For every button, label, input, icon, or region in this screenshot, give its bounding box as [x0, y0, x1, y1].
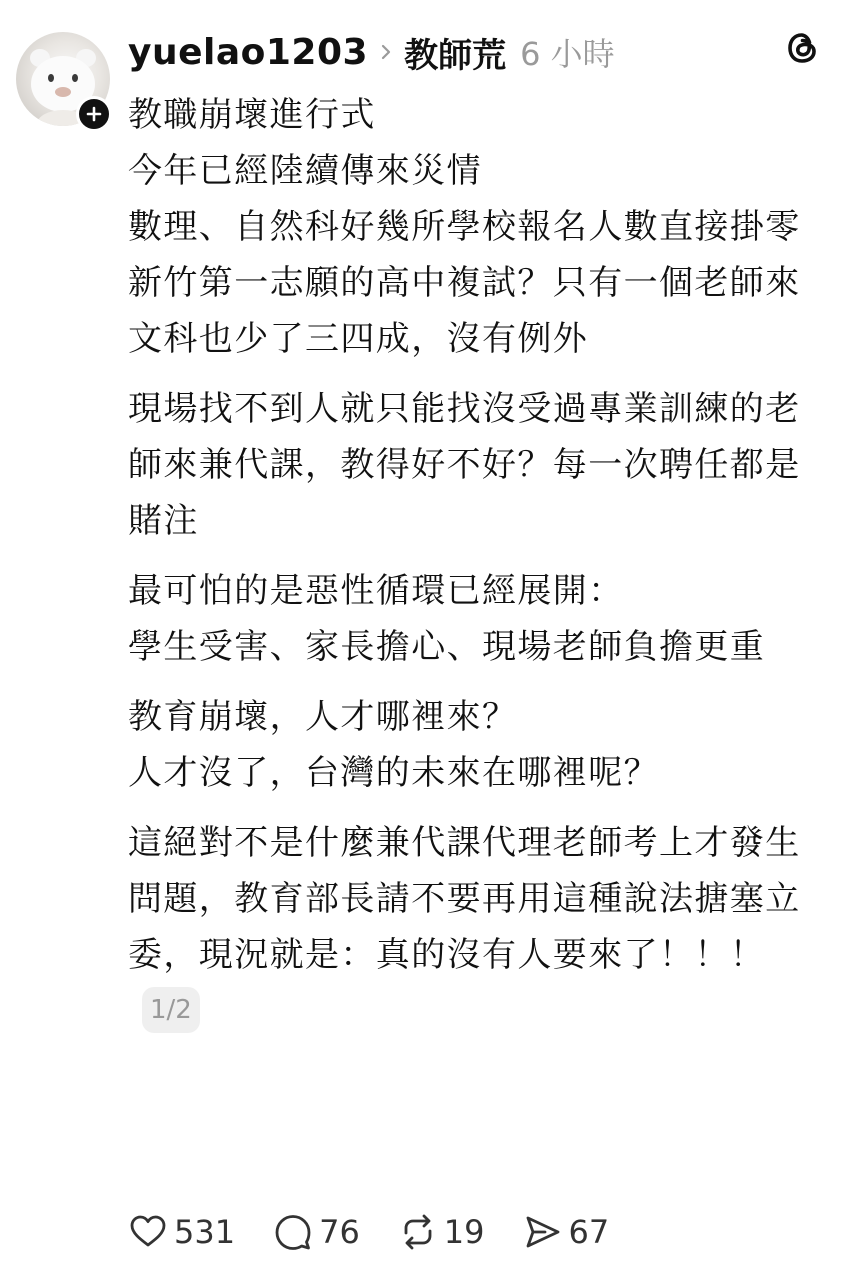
- paragraph: [128, 563, 818, 675]
- paragraph-gap: [128, 675, 818, 689]
- heart-icon: [128, 1212, 168, 1252]
- post-text-line: [128, 815, 818, 1039]
- comment-bubble-icon: [273, 1212, 313, 1252]
- chevron-right-icon: [380, 43, 392, 61]
- post-text-line: 現場找不到人就只能找沒受過專業訓練的老師來兼代課，教得好不好？每一次聘任都是賭注: [128, 389, 801, 541]
- paragraph: [128, 815, 818, 1039]
- post-text-line: 今年已經陸續傳來災情: [128, 151, 482, 191]
- post-text-line: 人才沒了，台灣的未來在哪裡呢？: [128, 753, 659, 793]
- threads-logo-icon[interactable]: [784, 30, 820, 66]
- post-timestamp: 6 小時: [520, 35, 615, 73]
- paragraph: [128, 87, 818, 367]
- repost-icon: [398, 1212, 438, 1252]
- plus-icon: [86, 106, 102, 122]
- post-text-line: 文科也少了三四成，沒有例外: [128, 319, 589, 359]
- comment-count: 76: [319, 1213, 360, 1251]
- comment-button[interactable]: [273, 1212, 360, 1252]
- share-button[interactable]: [523, 1212, 610, 1252]
- paragraph: [128, 689, 818, 801]
- share-count: 67: [568, 1213, 610, 1251]
- post-text-line: 教育崩壞，人才哪裡來？: [128, 697, 518, 737]
- post-text-line: 最可怕的是惡性循環已經展開：: [128, 571, 624, 611]
- like-count: 531: [174, 1213, 236, 1251]
- post-text-line: 教職崩壞進行式: [128, 95, 376, 135]
- post-text-line: 學生受害、家長擔心、現場老師負擔更重: [128, 627, 766, 667]
- follow-button[interactable]: [76, 96, 112, 132]
- repost-count: 19: [443, 1213, 485, 1251]
- post-text: 這絕對不是什麼兼代課代理老師考上才發生問題，教育部長請不要再用這種說法搪塞立委，現況就是：真的沒有人要來了！！！: [128, 823, 801, 975]
- paragraph-gap: [128, 367, 818, 381]
- post-body: [128, 87, 818, 1039]
- post-header: [128, 28, 615, 76]
- paragraph-gap: [128, 549, 818, 563]
- post-text-line: 數理、自然科好幾所學校報名人數直接掛零: [128, 207, 801, 247]
- page-indicator-badge: 1/2: [142, 987, 200, 1033]
- repost-button[interactable]: [398, 1212, 485, 1252]
- action-bar: [128, 1208, 647, 1256]
- topic-tag-link[interactable]: 教師荒: [404, 35, 507, 76]
- paragraph-gap: [128, 801, 818, 815]
- send-icon: [523, 1212, 563, 1252]
- like-button[interactable]: [128, 1212, 235, 1252]
- username-link[interactable]: yuelao1203: [128, 31, 369, 73]
- paragraph: [128, 381, 818, 549]
- post-text-line: 新竹第一志願的高中複試？只有一個老師來: [128, 263, 801, 303]
